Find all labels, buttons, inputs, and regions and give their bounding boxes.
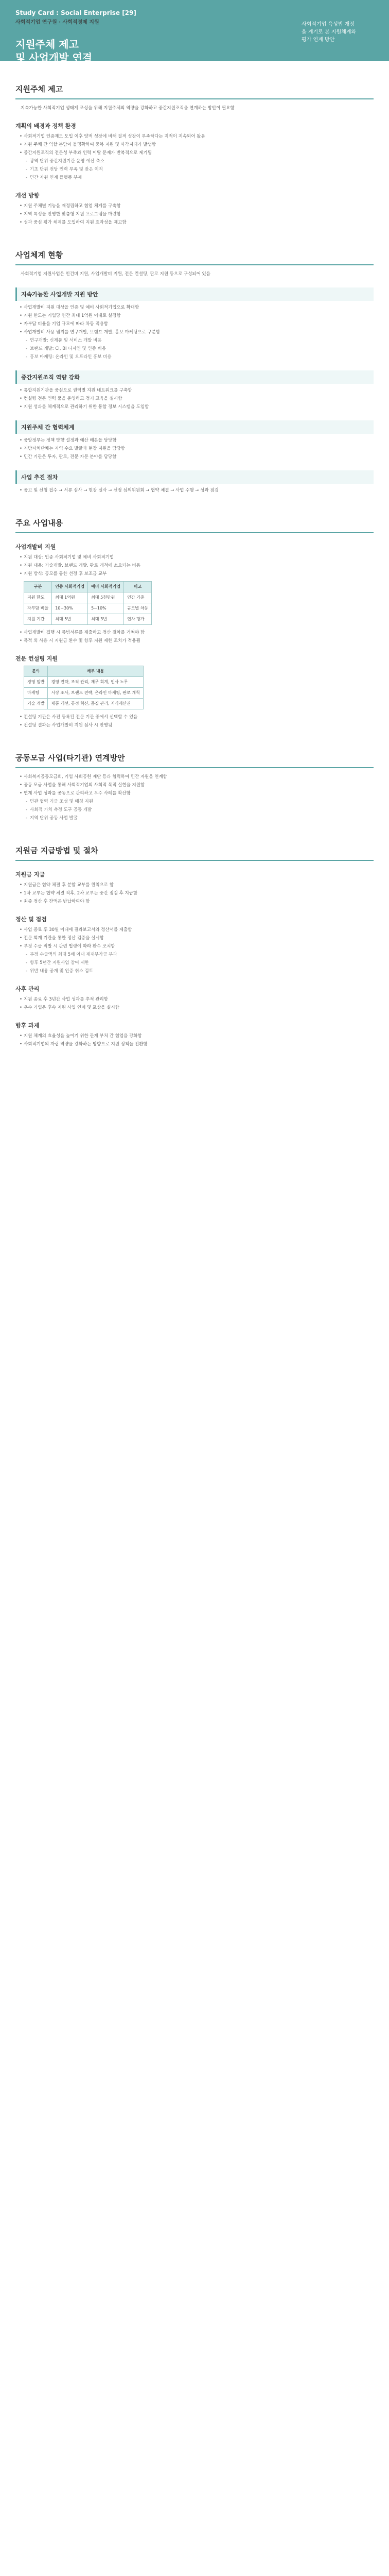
bullet-item: • 공동 모금 사업을 통해 사회적기업의 사회적 목적 실현을 지원함 <box>24 782 374 789</box>
bullet-item: • 전문 회계 기관을 통한 정산 검증을 실시함 <box>24 935 374 942</box>
section-title: 지원주체 제고 <box>15 83 374 99</box>
header-note: 사회적기업 육성법 개정을 계기로 본 지원체계와 평가 연계 방안 <box>302 22 357 43</box>
table-cell: 경영 전략, 조직 관리, 재무 회계, 인사 노무 <box>48 677 143 688</box>
subsection-title: 사후 관리 <box>15 986 40 992</box>
section-lead: 지속가능한 사회적기업 생태계 조성을 위해 지원주체의 역량을 강화하고 중간지원조직을 연계하는 방안이 필요함 <box>21 106 235 111</box>
dash-item: - 부정 수급액의 최대 5배 이내 제재부가금 부과 <box>30 951 374 959</box>
dash-item: - 홍보 마케팅: 온라인 및 오프라인 홍보 비용 <box>30 353 374 361</box>
table-header: 비고 <box>123 582 151 592</box>
bullet-item: • 지원 방식: 공모를 통한 선정 후 보조금 교부 <box>24 570 374 578</box>
table-cell: 연간 기준 <box>123 592 151 603</box>
bullet-item: • 성과 중심 평가 체계를 도입하여 지원 효과성을 제고함 <box>24 219 374 227</box>
bullet-item: • 지원 종료 후 3년간 사업 성과를 추적 관리함 <box>24 996 374 1004</box>
subsection-title: 전문 컨설팅 지원 <box>15 655 58 662</box>
subsection-box-title: 중간지원조직 역량 강화 <box>15 370 374 384</box>
dash-item: - 지역 단위 공동 사업 발굴 <box>30 815 374 822</box>
table-cell: 5~10% <box>88 603 124 614</box>
bullet-item: • 지원 체계의 효율성을 높이기 위한 관계 부처 간 협업을 강화함 <box>24 1032 374 1040</box>
table-cell: 최대 3년 <box>88 614 124 625</box>
subsection-title: 지원금 지급 <box>15 871 45 878</box>
subsection-title: 향후 과제 <box>15 1022 40 1029</box>
section-title: 공동모금 사업(타기관) 연계방안 <box>15 752 374 768</box>
bullet-item: • 컨설팅 기관은 사전 등록된 전문 기관 중에서 선택할 수 있음 <box>24 714 374 721</box>
content <box>0 83 389 1048</box>
dash-item: - 민간 자원 연계 플랫폼 부재 <box>30 174 374 182</box>
subsection-title: 계획의 배경과 정책 환경 <box>15 123 76 129</box>
subsection-title: 정산 및 점검 <box>15 916 47 923</box>
dash-item: - 기초 단위 전담 인력 부족 및 잦은 이직 <box>30 166 374 174</box>
bullet-item: • 연계 사업 성과를 공동으로 관리하고 우수 사례를 확산함 <box>24 790 374 798</box>
dash-item: - 사회적 가치 측정 도구 공동 개발 <box>30 806 374 814</box>
dash-item: - 연구개발: 신제품 및 서비스 개발 비용 <box>30 337 374 345</box>
subsection-title: 사업개발비 지원 <box>15 544 56 550</box>
page-title-line1: 지원주체 제고 <box>15 38 79 50</box>
table-cell: 지원 한도 <box>24 592 52 603</box>
table-cell: 제품 개선, 공정 혁신, 품질 관리, 지식재산권 <box>48 699 143 709</box>
table-cell: 경영 일반 <box>24 677 48 688</box>
table-row <box>24 592 152 603</box>
series-subtitle: 사회적기업 연구원 · 사회적경제 지원 <box>15 20 99 25</box>
table-cell: 기술 개발 <box>24 699 48 709</box>
table-cell: 규모별 차등 <box>123 603 151 614</box>
section-title: 사업체계 현황 <box>15 249 374 265</box>
bullet-item: • 지원 성과를 체계적으로 관리하기 위한 통합 정보 시스템을 도입함 <box>24 403 374 411</box>
table-cell: 최대 5년 <box>52 614 88 625</box>
header-banner <box>0 0 389 64</box>
table-cell: 지원 기간 <box>24 614 52 625</box>
bullet-item: • 사회적기업의 자립 역량을 강화하는 방향으로 지원 정책을 전환함 <box>24 1041 374 1048</box>
table-row <box>24 688 144 699</box>
table-row <box>24 603 152 614</box>
subsection-box-title: 사업 추진 절차 <box>15 470 374 484</box>
table-row <box>24 677 144 688</box>
bullet-item: • 컨설팅 결과는 사업개발비 지원 심사 시 반영됨 <box>24 722 374 730</box>
bullet-item: • 지방자치단체는 지역 수요 발굴과 현장 지원을 담당함 <box>24 445 374 453</box>
table-header: 예비 사회적기업 <box>88 582 124 592</box>
table-cell: 10~30% <box>52 603 88 614</box>
table-header: 세부 내용 <box>48 666 143 677</box>
bullet-item: • 컨설팅 전문 인력 풀을 운영하고 정기 교육을 실시함 <box>24 395 374 403</box>
dash-item: - 향후 5년간 지원사업 참여 제한 <box>30 959 374 967</box>
bullet-item: • 지원 주체 간 역할 분담이 불명확하여 중복 지원 및 사각지대가 발생함 <box>24 141 374 149</box>
subsection-box-title: 지속가능한 사업개발 지원 방안 <box>15 287 374 301</box>
bullet-item: • 지원 한도는 기업당 연간 최대 1억원 이내로 설정함 <box>24 312 374 320</box>
table-cell: 시장 조사, 브랜드 전략, 온라인 마케팅, 판로 개척 <box>48 688 143 699</box>
bullet-item: • 최종 정산 후 잔액은 반납하여야 함 <box>24 898 374 906</box>
bullet-item: • 사회적기업 인증제도 도입 이후 양적 성장에 비해 질적 성장이 부족하다는 지적이 지속되어 왔음 <box>24 133 374 141</box>
subsection-title: 개선 방향 <box>15 192 40 199</box>
bullet-item: • 사업개발비 사용 범위를 연구개발, 브랜드 개발, 홍보 마케팅으로 구분함 <box>24 329 374 336</box>
bullet-item: • 우수 기업은 후속 지원 사업 연계 및 포상을 실시함 <box>24 1004 374 1012</box>
bullet-item: • 지원 내용: 기술개발, 브랜드 개발, 판로 개척에 소요되는 비용 <box>24 562 374 570</box>
dash-item: - 브랜드 개발: CI, BI 디자인 및 인증 비용 <box>30 345 374 353</box>
bullet-item: • 1차 교부는 협약 체결 직후, 2차 교부는 중간 점검 후 지급함 <box>24 890 374 897</box>
bullet-item: • 사회복지공동모금회, 기업 사회공헌 재단 등과 협력하여 민간 자원을 연계함 <box>24 773 374 781</box>
bullet-item: • 사업개발비 집행 시 증빙서류를 제출하고 정산 절차를 거쳐야 함 <box>24 629 374 637</box>
table-cell: 최대 1억원 <box>52 592 88 603</box>
table-row <box>24 614 152 625</box>
table-cell: 자부담 비율 <box>24 603 52 614</box>
bullet-item: • 자부담 비율을 기업 규모에 따라 차등 적용함 <box>24 320 374 328</box>
bullet-item: • 지원금은 협약 체결 후 분할 교부를 원칙으로 함 <box>24 882 374 889</box>
page-title-line2: 및 사업개발 연결 <box>15 52 93 64</box>
bullet-item: • 부정 수급 적발 시 관련 법령에 따라 환수 조치함 <box>24 943 374 951</box>
bullet-item: • 민간 기관은 투자, 판로, 전문 자문 분야를 담당함 <box>24 453 374 461</box>
table-header: 인증 사회적기업 <box>52 582 88 592</box>
table-header: 분야 <box>24 666 48 677</box>
dash-item: - 민관 협력 기금 조성 및 매칭 지원 <box>30 798 374 806</box>
subsection-box-title: 지원주체 간 협력체계 <box>15 420 374 434</box>
table-cell: 연차 평가 <box>123 614 151 625</box>
bullet-item: • 중간지원조직의 전문성 부족과 인력 이탈 문제가 반복적으로 제기됨 <box>24 149 374 157</box>
bullet-item: • 통합지원기관을 중심으로 권역별 지원 네트워크를 구축함 <box>24 387 374 395</box>
dash-item: - 위반 내용 공개 및 인증 취소 검토 <box>30 968 374 975</box>
bullet-item: • 중앙정부는 정책 방향 설정과 예산 배분을 담당함 <box>24 437 374 445</box>
support-table <box>24 581 152 625</box>
bullet-item: • 사업 종료 후 30일 이내에 결과보고서와 정산서를 제출함 <box>24 926 374 934</box>
bullet-item: • 지역 특성을 반영한 맞춤형 지원 프로그램을 마련함 <box>24 211 374 218</box>
consulting-table <box>24 666 144 709</box>
table-row <box>24 699 144 709</box>
bullet-item: • 지원 주체별 기능을 재정립하고 협업 체계를 구축함 <box>24 202 374 210</box>
bullet-item: • 목적 외 사용 시 지원금 환수 및 향후 지원 제한 조치가 적용됨 <box>24 637 374 645</box>
table-cell: 마케팅 <box>24 688 48 699</box>
bullet-item: • 공고 및 신청 접수 → 서류 심사 → 현장 실사 → 선정 심의위원회 → 협약 체결 → 사업 수행 → 성과 점검 <box>24 487 374 495</box>
series-title: Study Card : Social Enterprise [29] <box>15 9 136 16</box>
table-cell: 최대 5천만원 <box>88 592 124 603</box>
dash-item: - 광역 단위 중간지원기관 운영 예산 축소 <box>30 158 374 165</box>
section-title: 지원금 지급방법 및 절차 <box>15 845 374 861</box>
bullet-item: • 사업개발비 지원 대상을 인증 및 예비 사회적기업으로 확대함 <box>24 304 374 312</box>
section-title: 주요 사업내용 <box>15 517 374 533</box>
section-lead: 사회적기업 지원사업은 인건비 지원, 사업개발비 지원, 전문 컨설팅, 판로 지원 등으로 구성되어 있음 <box>21 272 210 277</box>
table-header: 구분 <box>24 582 52 592</box>
bullet-item: • 지원 대상: 인증 사회적기업 및 예비 사회적기업 <box>24 554 374 562</box>
